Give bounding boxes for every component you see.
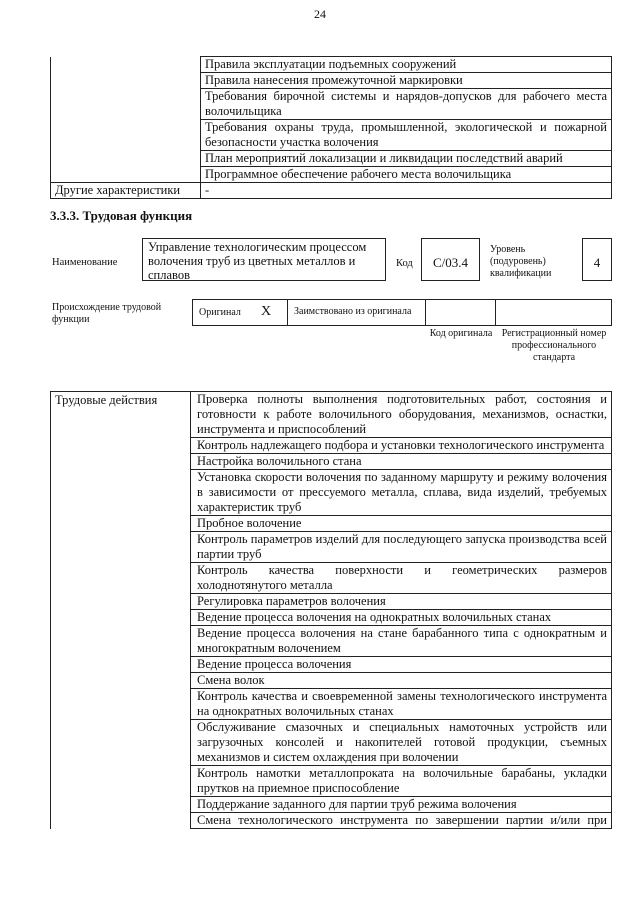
other-characteristics-label: Другие характеристики	[51, 183, 201, 199]
table-cell: Правила нанесения промежуточной маркировки	[201, 73, 612, 89]
qualification-level: 4	[582, 238, 612, 281]
original-code-caption: Код оригинала	[429, 328, 493, 339]
labour-action-item: Проверка полноты выполнения подготовительных работ, состояния и готовности к работе волочильного оборудования, механизмов, оснастки, инструмента и приспособлений	[191, 392, 612, 438]
labour-action-item: Смена волок	[191, 673, 612, 689]
labour-action-item: Смена технологического инструмента по завершении партии и/или при	[191, 813, 612, 829]
section-heading: 3.3.3. Трудовая функция	[50, 208, 193, 223]
labour-action-item: Обслуживание смазочных и специальных намоточных устройств или загрузочных консолей и накопителей готовой продукции, съемных механизмов и систем охлаждения при волочении	[191, 720, 612, 766]
function-name: Управление технологическим процессом волочения труб из цветных металлов и сплавов	[142, 238, 386, 281]
table-row	[51, 392, 612, 438]
page-number: 24	[314, 7, 326, 21]
labour-actions-label: Трудовые действия	[51, 392, 191, 829]
knowledge-table-continuation	[50, 56, 612, 199]
table-cell: Правила эксплуатации подъемных сооружений	[201, 57, 612, 73]
labour-action-item: Регулировка параметров волочения	[191, 594, 612, 610]
table-row	[51, 57, 612, 73]
labour-action-item: Ведение процесса волочения на стане барабанного типа с однократным и многократным волочением	[191, 626, 612, 657]
registration-number-box	[495, 299, 612, 326]
table-cell: Программное обеспечение рабочего места волочильщика	[201, 167, 612, 183]
labour-action-item: Контроль качества поверхности и геометрических размеров холоднотянутого металла	[191, 563, 612, 594]
original-code-box	[425, 299, 496, 326]
original-label: Оригинал	[199, 307, 241, 318]
labour-action-item: Ведение процесса волочения на однократных волочильных станах	[191, 610, 612, 626]
other-characteristics-value: -	[201, 183, 612, 199]
labour-action-item: Контроль намотки металлопроката на волочильные барабаны, укладки прутков на приемное приспособление	[191, 766, 612, 797]
labour-action-item: Установка скорости волочения по заданному маршруту и режиму волочения в зависимости от прессуемого металла, сплава, вида изделий, требуемых характеристик труб	[191, 470, 612, 516]
table-label-cell	[51, 57, 201, 183]
qualification-level-label: Уровень (подуровень) квалификации	[490, 244, 552, 279]
labour-action-item: Контроль параметров изделий для последующего запуска производства всей партии труб	[191, 532, 612, 563]
name-label: Наименование	[52, 257, 118, 268]
labour-action-item: Контроль качества и своевременной замены технологического инструмента на однократных волочильных станах	[191, 689, 612, 720]
origin-label: Происхождение трудовой функции	[52, 302, 162, 325]
table-cell: Требования бирочной системы и нарядов-допусков для рабочего места волочильщика	[201, 89, 612, 120]
labour-action-item: Поддержание заданного для партии труб режима волочения	[191, 797, 612, 813]
labour-action-item: Контроль надлежащего подбора и установки технологического инструмента	[191, 438, 612, 454]
labour-action-item: Ведение процесса волочения	[191, 657, 612, 673]
original-mark: X	[261, 304, 272, 319]
code-label: Код	[396, 258, 413, 269]
borrowed-label: Заимствовано из оригинала	[294, 306, 412, 317]
labour-action-item: Настройка волочильного стана	[191, 454, 612, 470]
table-cell: Требования охраны труда, промышленной, экологической и пожарной безопасности участка волочения	[201, 120, 612, 151]
borrowed-box	[287, 299, 426, 326]
labour-action-item: Пробное волочение	[191, 516, 612, 532]
labour-actions-table	[50, 391, 612, 829]
function-code: С/03.4	[421, 238, 480, 281]
table-row	[51, 183, 612, 199]
registration-number-caption: Регистрационный номер профессионального стандарта	[501, 328, 607, 363]
table-cell: План мероприятий локализации и ликвидации последствий аварий	[201, 151, 612, 167]
